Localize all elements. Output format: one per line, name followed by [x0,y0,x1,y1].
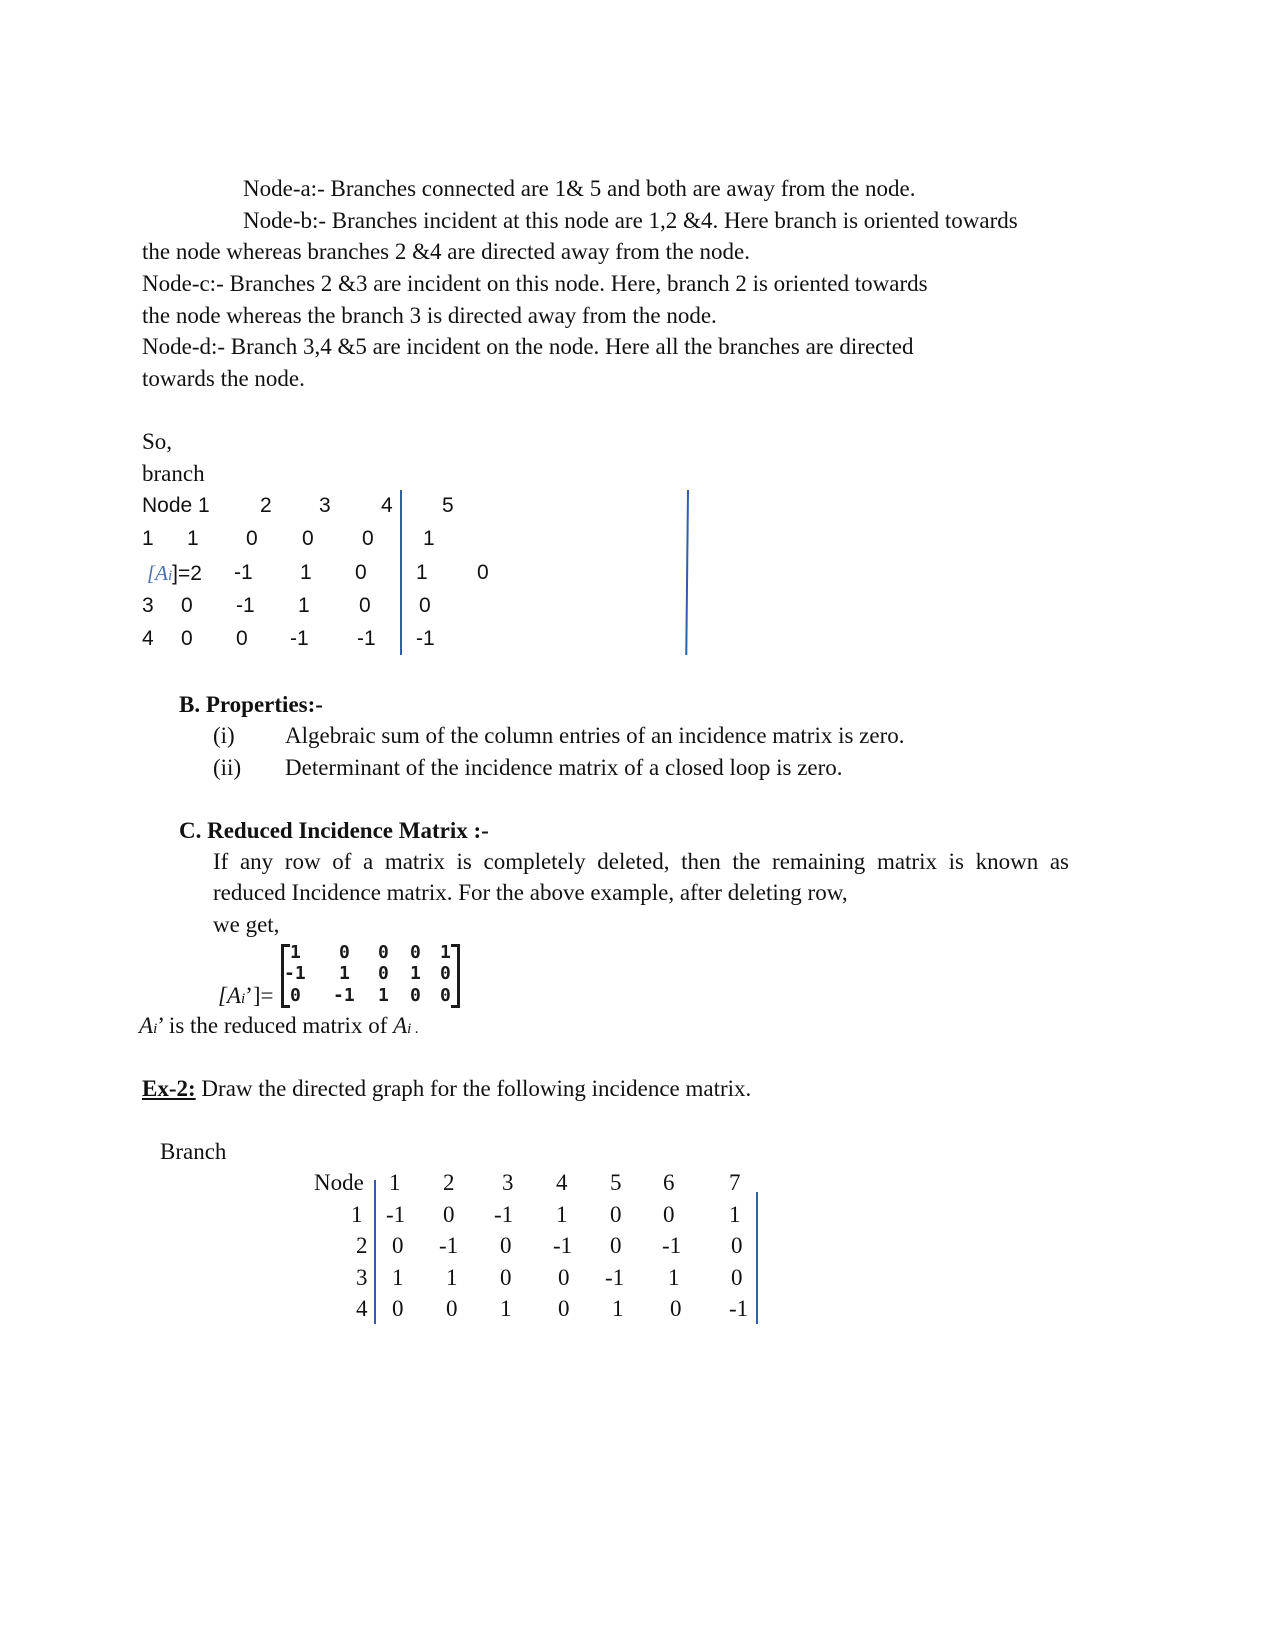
matrix1-header-4: 4 [381,494,393,517]
property-1-num: (i) [213,723,235,748]
reduced-r3-c5: 0 [440,985,451,1006]
so-text: So, [142,429,173,454]
matrix1-r2-label-bracket: [A [147,561,168,585]
matrix1-r4-node: 4 [142,627,154,650]
matrix1-r3-c2: -1 [236,594,255,617]
matrix2-col-2: 2 [443,1170,455,1195]
matrix2-r3-node: 3 [356,1265,368,1290]
matrix1-r4-c4: -1 [357,627,376,650]
matrix1-r3-c3: 1 [298,594,310,617]
matrix2-r3-c4: 0 [558,1265,570,1290]
matrix1-header-5: 5 [442,494,454,517]
reduced-r3-c2: -1 [333,985,355,1006]
matrix1-r3-node: 3 [142,594,154,617]
reduced-note [139,1013,419,1039]
reduced-label-sub: i [241,991,246,1007]
matrix2-r1-c3: -1 [494,1202,514,1227]
matrix2-r1-c7: 1 [729,1202,741,1227]
matrix1-header-node1: Node 1 [142,494,210,517]
matrix1-r4-c1: 0 [181,627,193,650]
reduced-label-a: [A [218,983,241,1008]
reduced-r1-c1: 1 [290,942,301,963]
matrix1-r4-c5: -1 [416,627,435,650]
matrix1-header-3: 3 [319,494,331,517]
matrix2-r3-c1: 1 [392,1265,404,1290]
reduced-note-mid: ’ is the reduced matrix of [157,1013,394,1038]
reduced-matrix-right-bracket [451,944,460,1008]
matrix2-r4-c6: 0 [670,1296,682,1321]
reduced-r1-c4: 0 [410,942,421,963]
matrix2-r1-c2: 0 [443,1202,455,1227]
node-c-text-line1: Node-c:- Branches 2 &3 are incident on this node. Here, branch 2 is oriented towards [142,271,928,296]
matrix1-r1-c4: 0 [362,527,374,550]
matrix2-col-3: 3 [502,1170,514,1195]
matrix2-r2-c2: -1 [439,1233,459,1258]
reduced-matrix-label [218,983,273,1009]
matrix2-r4-node: 4 [356,1296,368,1321]
reduced-text-line1: If any row of a matrix is completely deleted, then the remaining matrix is known as [213,849,1069,874]
matrix2-col-4: 4 [556,1170,568,1195]
matrix1-r1-node: 1 [142,527,154,550]
matrix2-r4-c5: 1 [612,1296,624,1321]
matrix2-branch-label: Branch [160,1139,227,1164]
reduced-r1-c3: 0 [378,942,389,963]
matrix2-r2-c4: -1 [553,1233,573,1258]
matrix1-r2-c4: 1 [416,561,428,584]
matrix2-r1-c5: 0 [610,1202,622,1227]
ex2-line [142,1076,751,1102]
reduced-heading: C. Reduced Incidence Matrix :- [179,818,489,843]
matrix2-r4-c4: 0 [558,1296,570,1321]
property-2-text: Determinant of the incidence matrix of a closed loop is zero. [285,755,843,780]
matrix1-r2-label-sub: i [168,568,173,584]
matrix2-col-1: 1 [389,1170,401,1195]
matrix1-r4-c2: 0 [236,627,248,650]
reduced-r2-c1: -1 [284,963,306,984]
matrix2-r2-node: 2 [356,1233,368,1258]
matrix1-r3-c5: 0 [419,594,431,617]
matrix1-r2-c5: 0 [477,561,489,584]
matrix1-r3-c1: 0 [181,594,193,617]
reduced-r2-c4: 1 [410,963,421,984]
matrix2-col-6: 6 [663,1170,675,1195]
reduced-r2-c5: 0 [440,963,451,984]
matrix1-r4-c3: -1 [290,627,309,650]
node-d-text-line2: towards the node. [142,366,305,391]
matrix1-r2-c3: 0 [355,561,367,584]
reduced-note-sub2: i . [407,1021,419,1037]
ex2-label: Ex-2: [142,1076,196,1101]
reduced-text-line2: reduced Incidence matrix. For the above example, after deleting row, [213,880,848,905]
reduced-note-a: A [139,1013,154,1038]
matrix2-r1-node: 1 [351,1202,363,1227]
matrix1-r1-c3: 0 [302,527,314,550]
ex2-text: Draw the directed graph for the following incidence matrix. [195,1076,752,1101]
reduced-r3-c1: 0 [290,985,301,1006]
reduced-r3-c4: 0 [410,985,421,1006]
matrix2-r2-c5: 0 [610,1233,622,1258]
matrix1-header-2: 2 [260,494,272,517]
matrix2-node-label: Node [314,1170,364,1195]
reduced-r1-c5: 1 [440,942,451,963]
matrix2-r2-c3: 0 [500,1233,512,1258]
matrix2-r4-c3: 1 [500,1296,512,1321]
matrix2-r4-c2: 0 [446,1296,458,1321]
reduced-r2-c3: 0 [378,963,389,984]
reduced-note-sub: i [153,1021,158,1037]
matrix2-r1-c4: 1 [556,1202,568,1227]
reduced-note-a2: A [393,1013,408,1038]
matrix2-r2-c6: -1 [662,1233,682,1258]
matrix2-r4-c7: -1 [729,1296,749,1321]
node-d-text-line1: Node-d:- Branch 3,4 &5 are incident on the node. Here all the branches are directed [142,334,914,359]
reduced-text-line3: we get, [213,912,280,937]
matrix2-r4-c1: 0 [392,1296,404,1321]
reduced-label-suffix: ’]= [245,983,274,1008]
node-b-text-line1: Node-b:- Branches incident at this node are 1,2 &4. Here branch is oriented towards [243,208,1018,233]
properties-heading: B. Properties:- [179,692,323,717]
matrix1-r3-c4: 0 [359,594,371,617]
matrix1-r1-c1: 1 [187,527,199,550]
matrix2-r3-c7: 0 [731,1265,743,1290]
matrix2-right-line [756,1192,758,1324]
branch-label: branch [142,461,205,486]
property-2-num: (ii) [213,755,242,780]
matrix2-r3-c6: 1 [668,1265,680,1290]
matrix2-r1-c6: 0 [663,1202,675,1227]
reduced-r3-c3: 1 [378,985,389,1006]
reduced-r1-c2: 0 [339,942,350,963]
matrix2-r3-c2: 1 [446,1265,458,1290]
matrix1-r2-c2: 1 [300,561,312,584]
matrix2-col-7: 7 [729,1170,741,1195]
matrix2-r2-c7: 0 [731,1233,743,1258]
matrix1-right-line [685,490,689,655]
node-b-text-line2: the node whereas branches 2 &4 are directed away from the node. [142,239,750,264]
matrix2-r2-c1: 0 [392,1233,404,1258]
matrix2-r1-c1: -1 [386,1202,406,1227]
node-a-text: Node-a:- Branches connected are 1& 5 and both are away from the node. [243,176,916,201]
node-c-text-line2: the node whereas the branch 3 is directed away from the node. [142,303,717,328]
matrix1-r2-label [147,561,202,586]
matrix1-r2-label-suffix: ]=2 [172,562,202,585]
matrix2-r3-c3: 0 [500,1265,512,1290]
matrix1-divider-line [400,490,402,655]
matrix2-col-5: 5 [610,1170,622,1195]
matrix2-left-line [374,1180,376,1324]
matrix1-r1-c5: 1 [423,527,435,550]
matrix2-r3-c5: -1 [605,1265,625,1290]
matrix1-r1-c2: 0 [246,527,258,550]
matrix1-r2-c1: -1 [234,561,253,584]
property-1-text: Algebraic sum of the column entries of an incidence matrix is zero. [285,723,905,748]
reduced-r2-c2: 1 [339,963,350,984]
